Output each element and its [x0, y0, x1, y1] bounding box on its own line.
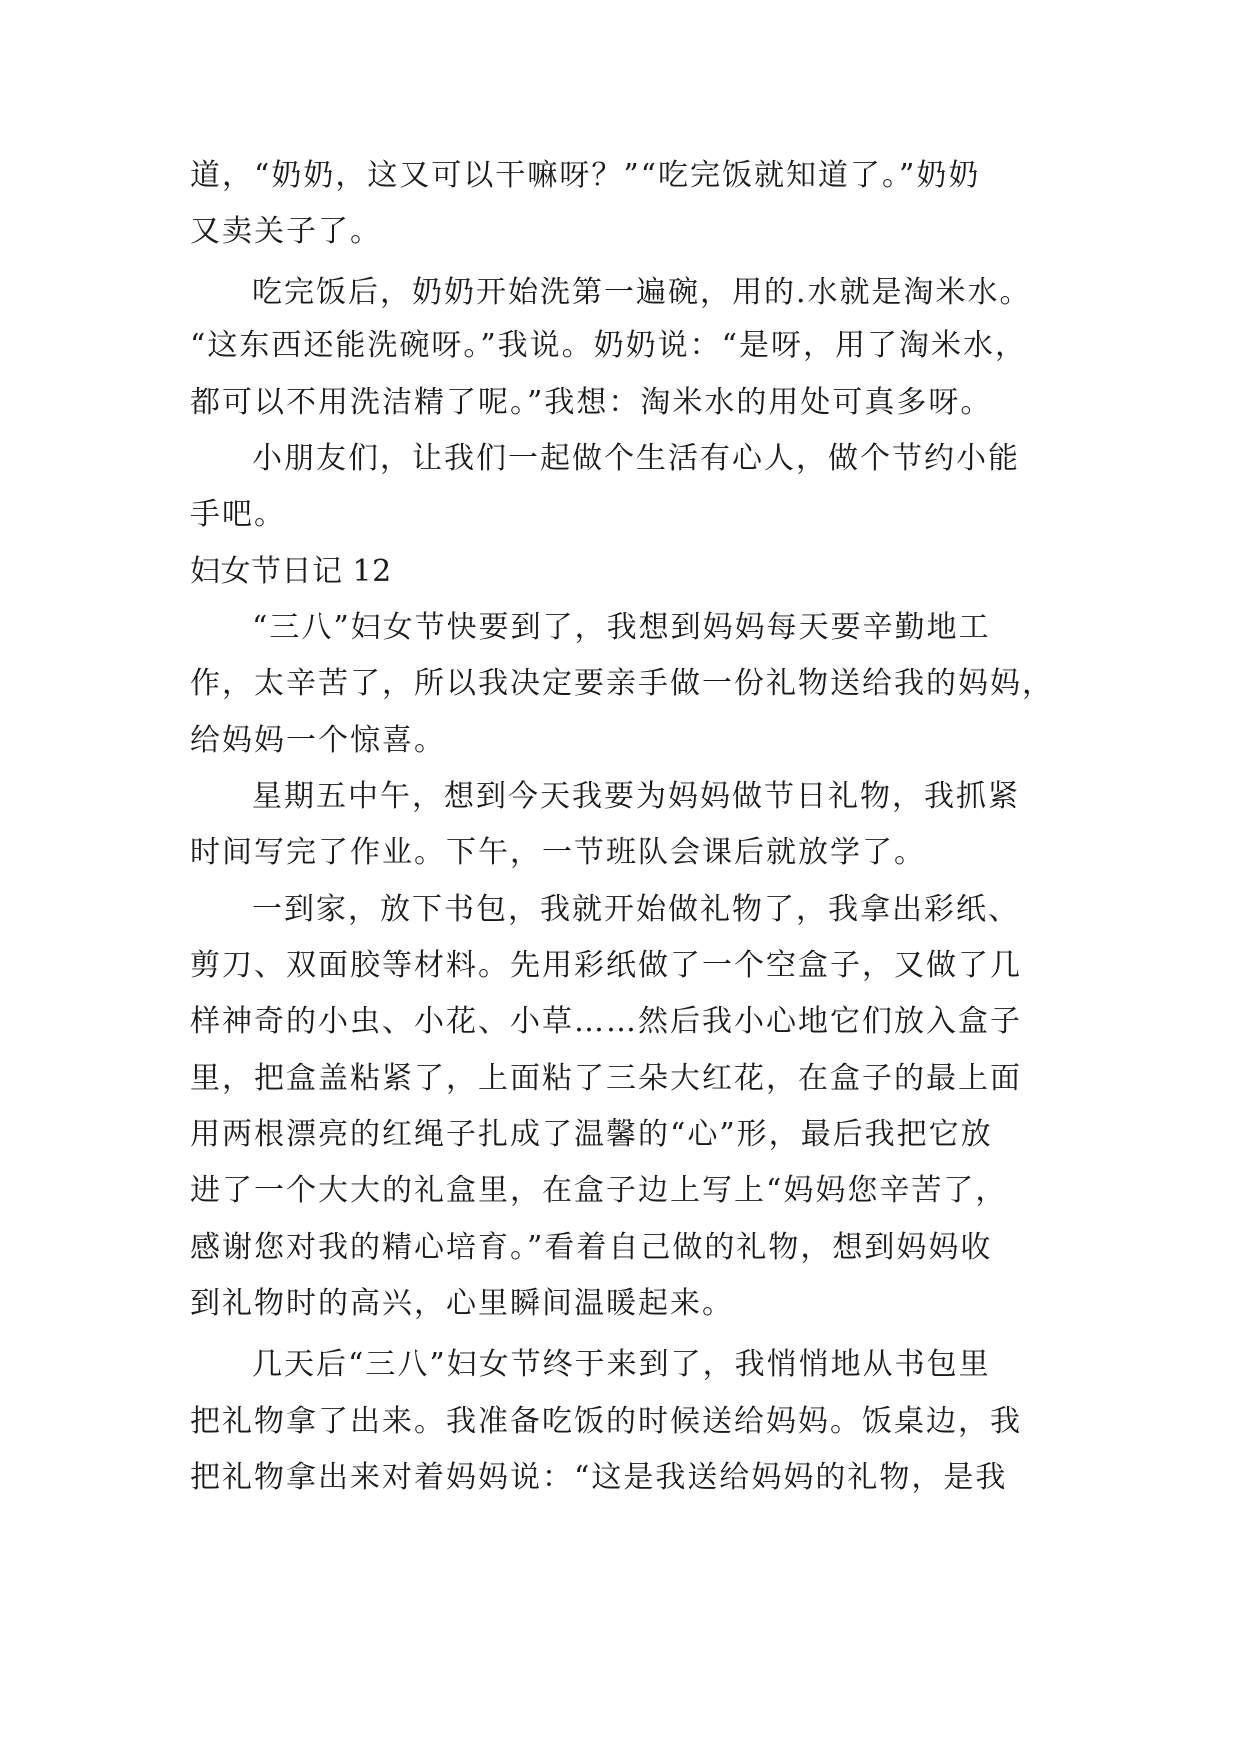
- text-line: 作，太辛苦了，所以我决定要亲手做一份礼物送给我的妈妈，: [190, 666, 1054, 701]
- paragraph-first-line: 一到家，放下书包，我就开始做礼物了，我拿出彩纸、: [252, 892, 1020, 927]
- text-line: 感谢您对我的精心培育。”看着自己做的礼物，想到妈妈收: [190, 1230, 993, 1265]
- section-heading: 妇女节日记 12: [190, 554, 392, 589]
- text-line: 把礼物拿出来对着妈妈说：“这是我送给妈妈的礼物，是我: [190, 1460, 1008, 1495]
- text-line: 进了一个大大的礼盒里，在盒子边上写上“妈妈您辛苦了，: [190, 1173, 1008, 1208]
- paragraph-first-line: 几天后“三八”妇女节终于来到了，我悄悄地从书包里: [252, 1347, 991, 1382]
- text-line: 又卖关子了。: [190, 214, 382, 249]
- text-line: 都可以不用洗洁精了呢。”我想：淘米水的用处可真多呀。: [190, 385, 993, 420]
- text-line: 手吧。: [190, 497, 286, 532]
- text-line: 时间写完了作业。下午，一节班队会课后就放学了。: [190, 835, 926, 870]
- text-line: 剪刀、双面胶等材料。先用彩纸做了一个空盒子，又做了几: [190, 948, 1022, 983]
- text-line: 把礼物拿了出来。我准备吃饭的时候送给妈妈。饭桌边，我: [190, 1404, 1022, 1439]
- paragraph-first-line: 吃完饭后，奶奶开始洗第一遍碗，用的.水就是淘米水。: [252, 275, 1032, 310]
- text-line: 用两根漂亮的红绳子扎成了温馨的“心”形，最后我把它放: [190, 1117, 993, 1152]
- text-line: 里，把盒盖粘紧了，上面粘了三朵大红花，在盒子的最上面: [190, 1061, 1022, 1096]
- text-line: 样神奇的小虫、小花、小草……然后我小心地它们放入盒子: [190, 1004, 1022, 1039]
- text-line: 道，“奶奶，这又可以干嘛呀？”“吃完饭就知道了。”奶奶: [190, 158, 981, 193]
- text-line: 给妈妈一个惊喜。: [190, 723, 446, 758]
- text-line: 到礼物时的高兴，心里瞬间温暖起来。: [190, 1286, 734, 1321]
- text-line: “这东西还能洗碗呀。”我说。奶奶说：“是呀，用了淘米水，: [190, 328, 1028, 363]
- paragraph-first-line: “三八”妇女节快要到了，我想到妈妈每天要辛勤地工: [252, 610, 991, 645]
- paragraph-first-line: 小朋友们，让我们一起做个生活有心人，做个节约小能: [252, 441, 1020, 476]
- paragraph-first-line: 星期五中午，想到今天我要为妈妈做节日礼物，我抓紧: [252, 779, 1020, 814]
